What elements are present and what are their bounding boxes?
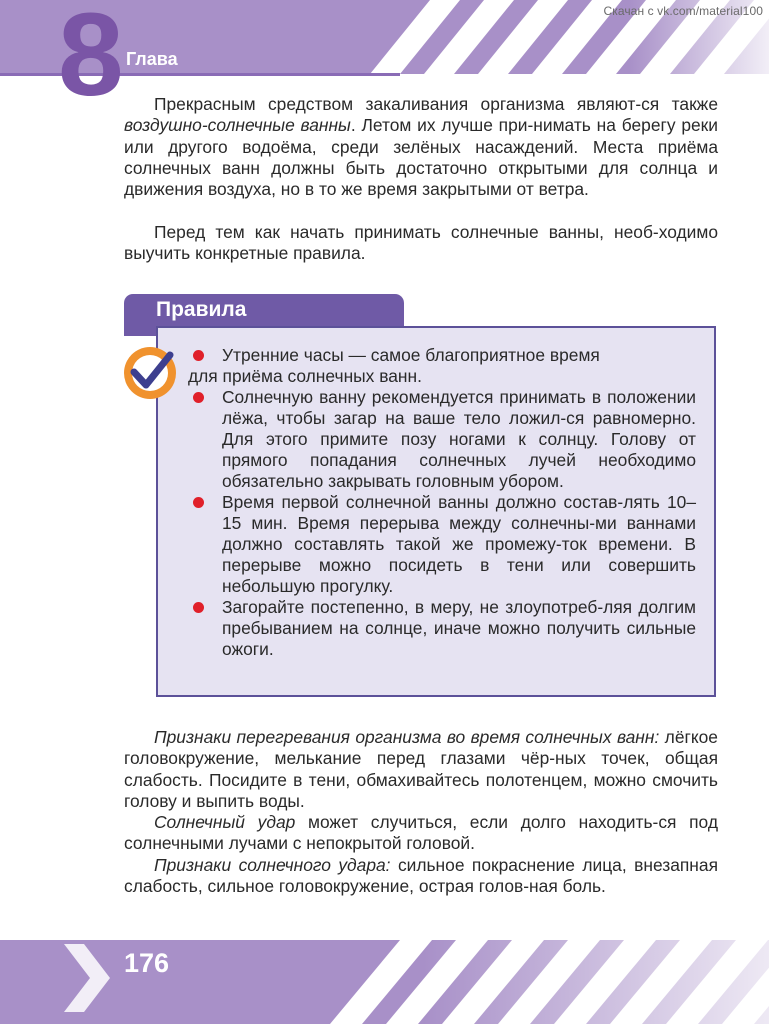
intro-paragraph-1: Прекрасным средством закаливания организма являют-ся также воздушно-солнечные ванны. Летом их лучше при-нимать на берегу реки или другого водоёма, среди зелёных насаждений. Места приёма солнечных ванн должны быть достаточно открытыми для солнца и движения воздуха, но в то же время закрытыми от ветра. bbox=[124, 94, 718, 200]
rules-list bbox=[188, 345, 696, 660]
overheating-signs-paragraph: Признаки перегревания организма во время солнечных ванн: лёгкое головокружение, мелькание перед глазами чёр-ных точек, общая слабость. Посидите в тени, обмахивайтесь полотенцем, можно смочить голову и выпить воды. bbox=[124, 727, 718, 811]
sunstroke-title: Солнечный удар bbox=[154, 812, 296, 832]
sunstroke-signs-title: Признаки солнечного удара: bbox=[154, 855, 391, 875]
bullet-icon bbox=[193, 602, 204, 613]
intro-paragraph-2: Перед тем как начать принимать солнечные ванны, необ-ходимо выучить конкретные правила. bbox=[124, 222, 718, 264]
rule-item: Время первой солнечной ванны должно состав-лять 10–15 мин. Время перерыва между солнечны-ми ваннами должно составлять такой же промежу-ток времени. В перерыве можно посидеть в тени или совершить небольшую прогулку. bbox=[188, 492, 696, 597]
rule-item: Утренние часы — самое благоприятное время для приёма солнечных ванн. bbox=[188, 345, 600, 386]
rule-item: Солнечную ванну рекомендуется принимать в положении лёжа, чтобы загар на ваше тело ложил-ся равномерно. Для этого примите позу ногами к солнцу. Голову от прямого попадания солнечных лучей необходимо обязательно закрывать головным убором. bbox=[188, 387, 696, 492]
page-number: 176 bbox=[124, 948, 170, 978]
page-footer-band bbox=[0, 938, 769, 1024]
bullet-icon bbox=[193, 392, 204, 403]
bullet-icon bbox=[193, 497, 204, 508]
bullet-icon bbox=[193, 350, 204, 361]
rules-title: Правила bbox=[156, 298, 247, 321]
checkmark-icon bbox=[122, 345, 178, 406]
rule-item: Загорайте постепенно, в меру, не злоупотреб-ляя долгим пребыванием на солнце, иначе можно получить сильные ожоги. bbox=[188, 597, 696, 660]
sunstroke-signs-paragraph: Признаки солнечного удара: сильное покраснение лица, внезапная слабость, сильное головокружение, острая голов-ная боль. bbox=[124, 855, 718, 897]
chapter-label: Глава bbox=[126, 49, 178, 69]
chapter-number: 8 bbox=[58, 0, 124, 121]
watermark: Скачан с vk.com/material100 bbox=[603, 4, 763, 18]
sunstroke-paragraph: Солнечный удар может случиться, если долго находить-ся под солнечными лучами с непокрытой головой. bbox=[124, 812, 718, 854]
emphasis-air-sun-baths: воздушно-солнечные ванны bbox=[124, 115, 351, 136]
overheating-signs-title: Признаки перегревания организма во время солнечных ванн: bbox=[154, 727, 660, 747]
